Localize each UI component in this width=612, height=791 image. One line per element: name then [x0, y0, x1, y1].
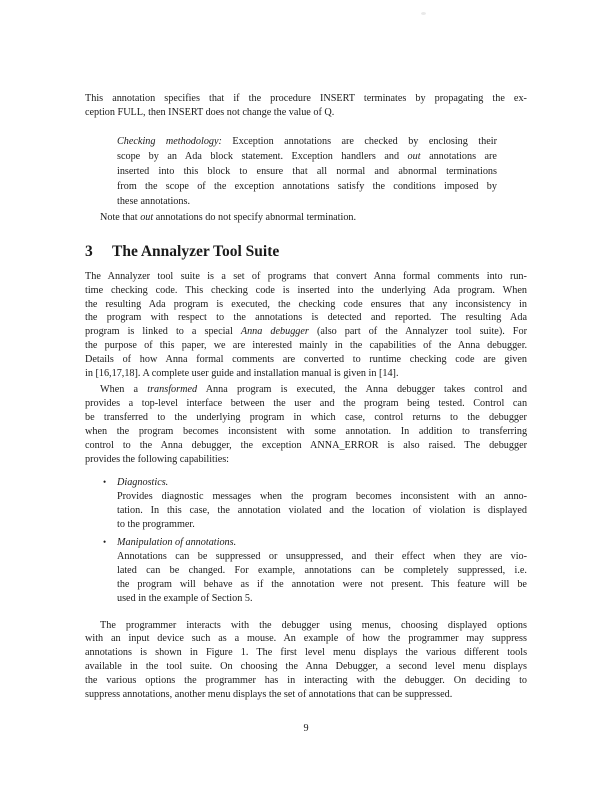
text-line: Checking methodology: Exception annotations are checked by enclosing their	[117, 135, 497, 147]
bullet-marker: •	[103, 537, 107, 548]
section-number: 3	[85, 242, 93, 260]
text-line: Provides diagnostic messages when the program becomes inconsistent with an anno-	[117, 491, 528, 503]
text-line: when the program becomes inconsistent with some annotation. In addition to transferring	[85, 425, 528, 437]
capabilities-bullet-list	[85, 476, 527, 605]
paragraph-intro	[85, 92, 527, 120]
text-line: Note that out annotations do not specify abnormal termination.	[100, 211, 357, 223]
text-line: suppress annotations, another menu displays the set of annotations that can be suppressed.	[85, 689, 453, 701]
text-line: ception FULL, then INSERT does not change the value of Q.	[85, 106, 335, 118]
text-line: lated can be changed. For example, annotations can be completely suppressed, i.e.	[117, 564, 527, 576]
bullet-body	[117, 550, 527, 606]
text-line: from the scope of the exception annotations satisfy the conditions imposed by	[117, 180, 497, 192]
text-line: control to the Anna debugger, the exception ANNA_ERROR is also raised. The debugger	[85, 439, 527, 451]
bullet-title: Diagnostics.	[117, 477, 169, 489]
text-line: The Annalyzer tool suite is a set of programs that convert Anna formal comments into run-	[85, 270, 527, 282]
quote-block-checking-methodology	[117, 134, 497, 209]
text-line: Details of how Anna formal comments are converted to runtime checking code are given	[85, 354, 528, 366]
page-number: 9	[303, 723, 309, 734]
section-heading	[85, 241, 527, 263]
paragraph-debugger-control	[85, 383, 527, 466]
text-line: available in the tool suite. On choosing the Anna Debugger, a second level menu displays	[85, 661, 527, 673]
text-line: the various options the programmer has in interacting with the debugger. On deciding to	[85, 675, 527, 687]
text-line: be transferred to the underlying program in which case, control returns to the debugger	[85, 411, 527, 423]
text-line: to the programmer.	[117, 519, 195, 531]
text-line: with an input device such as a mouse. An example of how the programmer may suppress	[85, 633, 527, 645]
bullet-body	[117, 490, 527, 532]
text-line: annotations is shown in Figure 1. The first level menu displays the various different tools	[85, 647, 528, 659]
text-line: in [16,17,18]. A complete user guide and installation manual is given in [14].	[85, 368, 399, 380]
text-line: tation. In this case, the annotation violated and the location of violation is displayed	[117, 505, 527, 517]
text-line: time checking code. This checking code is inserted into the underlying Ada program. When	[85, 284, 527, 296]
paragraph-tool-suite-overview	[85, 270, 527, 381]
section-title: The Annalyzer Tool Suite	[112, 242, 280, 260]
bullet-item-diagnostics	[103, 476, 528, 532]
note-paragraph	[85, 211, 527, 225]
text-line: the program will behave as if the annotation were not present. This feature will be	[117, 578, 527, 590]
text-line: When a transformed Anna program is executed, the Anna debugger takes control and	[100, 383, 527, 395]
text-line: provides a top-level interface between the user and the program being tested. Control can	[85, 397, 528, 409]
text-column	[85, 0, 527, 702]
text-line: these annotations.	[117, 195, 190, 207]
text-line: inserted into this block to ensure that all normal and abnormal terminations	[117, 165, 497, 177]
text-line: This annotation specifies that if the procedure INSERT terminates by propagating the ex-	[85, 93, 527, 104]
paragraph-menu-interaction	[85, 619, 527, 702]
text-line: the purpose of this paper, we are interested mainly in the capabilities of the Anna debugger.	[85, 340, 528, 352]
bullet-item-manipulation	[103, 536, 528, 606]
bullet-title: Manipulation of annotations.	[117, 537, 237, 549]
text-line: the resulting Ada program is executed, the checking code ensures that any inconsistency in	[85, 298, 527, 310]
text-line: scope by an Ada block statement. Exception handlers and out annotations are	[117, 150, 497, 162]
text-line: program is linked to a special Anna debugger (also part of the Annalyzer tool suite). For	[85, 326, 527, 338]
text-line: provides the following capabilities:	[85, 453, 230, 465]
text-line: Annotations can be suppressed or unsuppressed, and their effect when they are vio-	[117, 550, 528, 562]
text-line: used in the example of Section 5.	[117, 592, 253, 604]
bullet-marker: •	[103, 477, 107, 488]
text-line: The programmer interacts with the debugger using menus, choosing displayed options	[100, 619, 527, 631]
text-line: the program with respect to the annotations is detected and reported. The resulting Ada	[85, 312, 528, 324]
